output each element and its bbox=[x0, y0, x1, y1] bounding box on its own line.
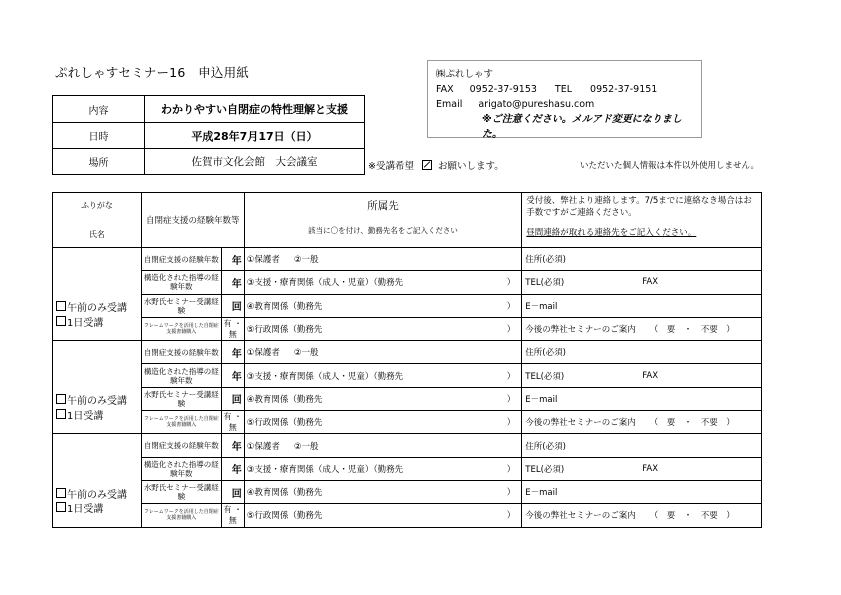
experience-label: フレームワークを活用した自閉症支援書籍購入 bbox=[141, 317, 221, 340]
email-field[interactable]: E－mail bbox=[522, 480, 762, 503]
experience-unit[interactable]: 年 bbox=[221, 248, 244, 271]
experience-label: 水野氏セミナー受講経験 bbox=[141, 480, 221, 503]
address-field[interactable]: 住所(必須) bbox=[522, 341, 762, 364]
experience-label: 自閉症支援の経験年数 bbox=[141, 434, 221, 457]
tel-fax-field[interactable]: TEL(必須) FAX bbox=[522, 457, 762, 480]
info-content-value: わかりやすい自閉症の特性理解と支援 bbox=[145, 96, 365, 123]
wish-checkbox[interactable] bbox=[422, 160, 432, 170]
experience-unit[interactable]: 年 bbox=[221, 364, 244, 387]
affiliation-option[interactable]: ⑤行政関係（勤務先 ） bbox=[244, 504, 522, 527]
experience-label: 構造化された指導の経験年数 bbox=[141, 457, 221, 480]
experience-label: 自閉症支援の経験年数 bbox=[141, 248, 221, 271]
affiliation-option[interactable]: ④教育関係（勤務先 ） bbox=[244, 294, 522, 317]
affiliation-note: 該当に〇を付け、勤務先名をご記入ください bbox=[308, 226, 458, 235]
email-label: Email bbox=[436, 99, 463, 110]
fax-label: FAX bbox=[436, 84, 454, 95]
wish-suffix: お願いします。 bbox=[437, 161, 504, 172]
affiliation-option[interactable]: ⑤行政関係（勤務先 ） bbox=[244, 317, 522, 340]
experience-unit[interactable]: 年 bbox=[221, 434, 244, 457]
address-field[interactable]: 住所(必須) bbox=[522, 248, 762, 271]
half-day-checkbox[interactable] bbox=[56, 488, 66, 498]
applicant-row bbox=[53, 341, 762, 364]
experience-unit[interactable]: 回 bbox=[221, 480, 244, 503]
experience-unit[interactable]: 年 bbox=[221, 341, 244, 364]
affiliation-option[interactable]: ③支援・療育関係（成人・児童）（勤務先 ） bbox=[244, 271, 522, 294]
tel-number: 0952-37-9151 bbox=[590, 84, 658, 95]
page-title: ぷれしゃすセミナー16 申込用紙 bbox=[55, 65, 249, 80]
fax-number: 0952-37-9153 bbox=[469, 84, 537, 95]
affiliation-option[interactable]: ①保護者 ②一般 bbox=[244, 248, 522, 271]
applicant-row bbox=[53, 434, 762, 457]
furigana-label: ふりがな bbox=[80, 201, 113, 210]
contact-header bbox=[522, 193, 762, 248]
tel-fax-field[interactable]: TEL(必須) FAX bbox=[522, 271, 762, 294]
affiliation-header bbox=[244, 193, 522, 248]
seminar-info-table bbox=[52, 95, 365, 175]
applicant-name-cell[interactable] bbox=[53, 248, 142, 341]
receipt-note: 受付後、弊社より連絡します。7/5までに連絡なき場合はお手数ですがご連絡ください。 bbox=[526, 196, 752, 218]
experience-unit[interactable]: 回 bbox=[221, 294, 244, 317]
experience-unit[interactable]: 有 ・ 無 bbox=[221, 411, 244, 434]
half-day-option[interactable]: 午前のみ受講 bbox=[56, 488, 141, 503]
full-day-checkbox[interactable] bbox=[56, 316, 66, 326]
affiliation-option[interactable]: ①保護者 ②一般 bbox=[244, 341, 522, 364]
experience-unit[interactable]: 回 bbox=[221, 387, 244, 410]
info-label: 内容 bbox=[53, 96, 145, 123]
applicant-row bbox=[53, 248, 762, 271]
affiliation-option[interactable]: ③支援・療育関係（成人・児童）（勤務先 ） bbox=[244, 457, 522, 480]
affiliation-option[interactable]: ④教育関係（勤務先 ） bbox=[244, 387, 522, 410]
full-day-checkbox[interactable] bbox=[56, 409, 66, 419]
half-day-checkbox[interactable] bbox=[56, 394, 66, 404]
company-email-line bbox=[436, 97, 701, 112]
full-day-checkbox[interactable] bbox=[56, 502, 66, 512]
company-phone-line bbox=[436, 82, 701, 97]
company-contact-box bbox=[427, 60, 702, 138]
experience-label: 構造化された指導の経験年数 bbox=[141, 364, 221, 387]
experience-label: 水野氏セミナー受講経験 bbox=[141, 294, 221, 317]
half-day-checkbox[interactable] bbox=[56, 301, 66, 311]
affiliation-option[interactable]: ④教育関係（勤務先 ） bbox=[244, 480, 522, 503]
experience-label: フレームワークを活用した自閉症支援書籍購入 bbox=[141, 504, 221, 527]
experience-unit[interactable]: 年 bbox=[221, 457, 244, 480]
affiliation-option[interactable]: ①保護者 ②一般 bbox=[244, 434, 522, 457]
address-field[interactable]: 住所(必須) bbox=[522, 434, 762, 457]
affiliation-title: 所属先 bbox=[367, 200, 399, 212]
experience-label: 構造化された指導の経験年数 bbox=[141, 271, 221, 294]
application-table bbox=[52, 192, 762, 528]
half-day-option[interactable]: 午前のみ受講 bbox=[56, 301, 141, 316]
seminar-info-field[interactable]: 今後の弊社セミナーのご案内 （ 要 ・ 不要 ） bbox=[522, 504, 762, 527]
applicant-name-cell[interactable] bbox=[53, 434, 142, 527]
affiliation-option[interactable]: ③支援・療育関係（成人・児童）（勤務先 ） bbox=[244, 364, 522, 387]
full-day-option[interactable]: 1日受講 bbox=[56, 409, 141, 424]
email-change-notice: ※ご注意ください。メルアド変更になりました。 bbox=[482, 114, 682, 140]
seminar-info-field[interactable]: 今後の弊社セミナーのご案内 （ 要 ・ 不要 ） bbox=[522, 317, 762, 340]
privacy-note: いただいた個人情報は本件以外使用しません。 bbox=[580, 161, 760, 171]
experience-header: 自閉症支援の経験年数等 bbox=[141, 193, 244, 248]
experience-label: フレームワークを活用した自閉症支援書籍購入 bbox=[141, 411, 221, 434]
tel-label: TEL bbox=[554, 84, 573, 95]
applicant-name-cell[interactable] bbox=[53, 341, 142, 434]
full-day-option[interactable]: 1日受講 bbox=[56, 316, 141, 331]
half-day-option[interactable]: 午前のみ受講 bbox=[56, 394, 141, 409]
wish-prefix: ※受講希望 bbox=[368, 161, 414, 172]
experience-unit[interactable]: 有 ・ 無 bbox=[221, 317, 244, 340]
info-date-value: 平成28年7月17日（日） bbox=[145, 123, 365, 149]
tel-fax-field[interactable]: TEL(必須) FAX bbox=[522, 364, 762, 387]
experience-unit[interactable]: 年 bbox=[221, 271, 244, 294]
name-header bbox=[53, 193, 142, 248]
full-day-option[interactable]: 1日受講 bbox=[56, 502, 141, 517]
email-field[interactable]: E－mail bbox=[522, 294, 762, 317]
info-venue-value: 佐賀市文化会館 大会議室 bbox=[145, 149, 365, 175]
email-field[interactable]: E－mail bbox=[522, 387, 762, 410]
attendance-wish bbox=[368, 158, 504, 172]
info-label: 日時 bbox=[53, 123, 145, 149]
seminar-info-field[interactable]: 今後の弊社セミナーのご案内 （ 要 ・ 不要 ） bbox=[522, 411, 762, 434]
affiliation-option[interactable]: ⑤行政関係（勤務先 ） bbox=[244, 411, 522, 434]
experience-label: 自閉症支援の経験年数 bbox=[141, 341, 221, 364]
email-address[interactable]: arigato@pureshasu.com bbox=[478, 99, 595, 110]
experience-unit[interactable]: 有 ・ 無 bbox=[221, 504, 244, 527]
experience-label: 水野氏セミナー受講経験 bbox=[141, 387, 221, 410]
name-label: 氏名 bbox=[88, 230, 105, 239]
company-name: ㈱ぷれしゃす bbox=[436, 69, 494, 80]
info-label: 場所 bbox=[53, 149, 145, 175]
daytime-contact-note: 昼間連絡が取れる連絡先をご記入ください。 bbox=[526, 228, 697, 238]
